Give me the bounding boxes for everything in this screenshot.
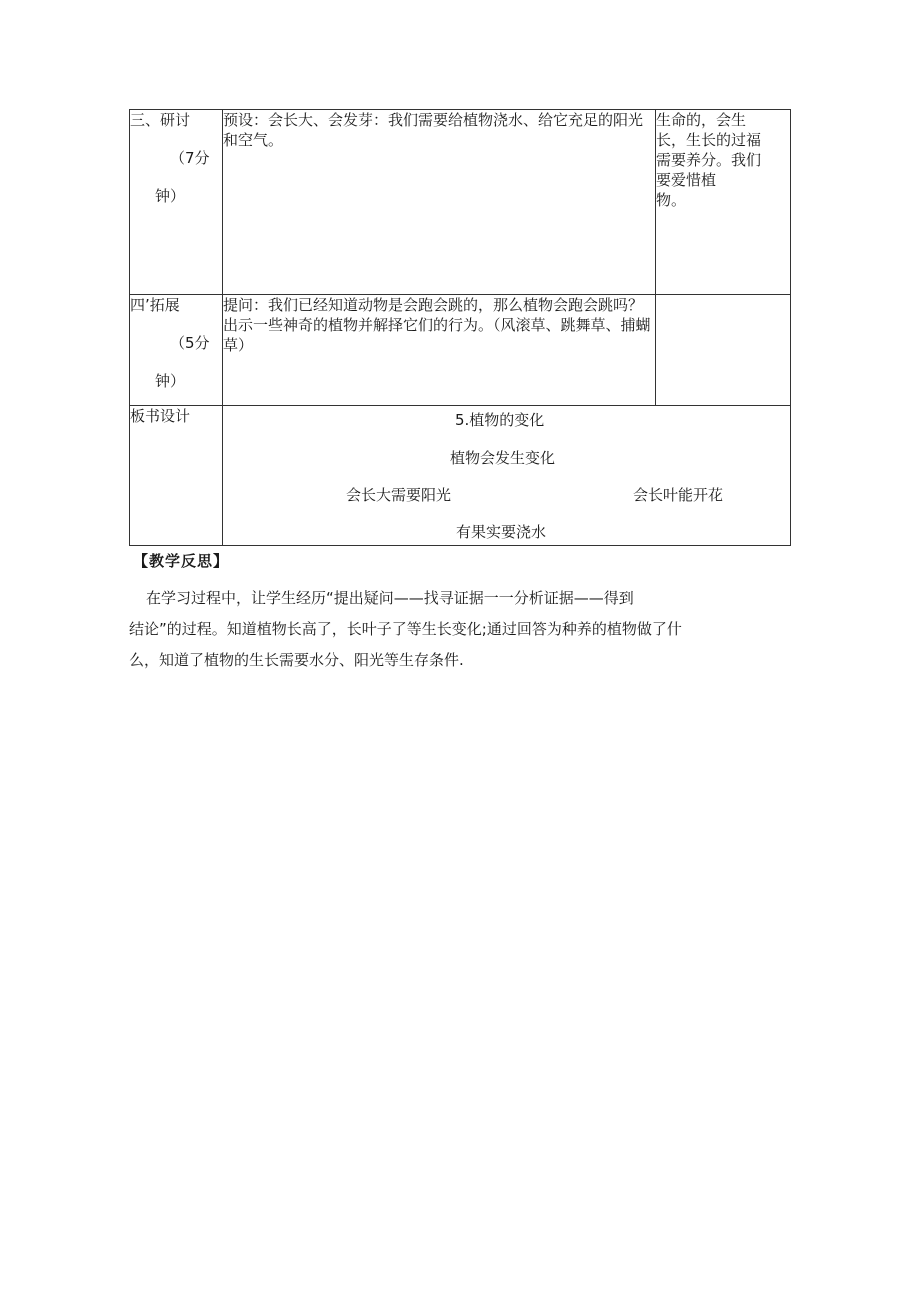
table-row — [130, 110, 791, 295]
stage-time: （7分 — [170, 149, 210, 167]
reflection-title: 【教学反思】 — [133, 552, 230, 570]
reflection-body — [129, 583, 779, 676]
board-left: 会长大需要阳光 — [346, 486, 452, 504]
note-line: 物。 — [656, 191, 687, 209]
reflection-line: 在学习过程中，让学生经历“提出疑问——找寻证据一一分析证据——得到 — [146, 589, 634, 607]
note-line: 要爱惜植 — [656, 171, 717, 189]
stage-time-end: 钟） — [155, 187, 186, 205]
note-cell — [656, 295, 791, 406]
stage-time-end: 钟） — [155, 372, 186, 390]
note-cell — [656, 110, 791, 295]
stage-time: （5分 — [170, 334, 210, 352]
stage-name: 四’拓展 — [130, 296, 180, 314]
lesson-plan-table — [129, 109, 791, 546]
content-cell: 提问：我们已经知道动物是会跑会跳的，那么植物会跑会跳吗？出示一些神奇的植物并解择它们的行为。（风滚草、跳舞草、捕蝴草） — [223, 295, 656, 406]
content-cell: 预设：会长大、会发芽：我们需要给植物浇水、给它充足的阳光和空气。 — [223, 110, 656, 295]
board-design-row — [130, 406, 791, 546]
board-design-cell — [223, 406, 791, 546]
board-right: 会长叶能开花 — [633, 486, 724, 504]
board-title: 5.植物的变化 — [455, 411, 545, 429]
reflection-line: 结论”的过程。知道植物长高了，长叶子了等生长变化;通过回答为种养的植物做了什 — [129, 620, 682, 638]
stage-cell — [130, 295, 223, 406]
note-line: 需要养分。我们 — [656, 151, 762, 169]
note-line: 长，生长的过福 — [656, 131, 762, 149]
stage-name: 三、研讨 — [130, 111, 191, 129]
board-design-label: 板书设计 — [130, 406, 223, 546]
note-line: 生命的，会生 — [656, 111, 747, 129]
reflection-line: 么，知道了植物的生长需要水分、阳光等生存条件. — [129, 651, 464, 669]
stage-cell — [130, 110, 223, 295]
table-row — [130, 295, 791, 406]
board-bottom: 有果实要浇水 — [456, 523, 547, 541]
board-subtitle: 植物会发生变化 — [450, 449, 556, 467]
